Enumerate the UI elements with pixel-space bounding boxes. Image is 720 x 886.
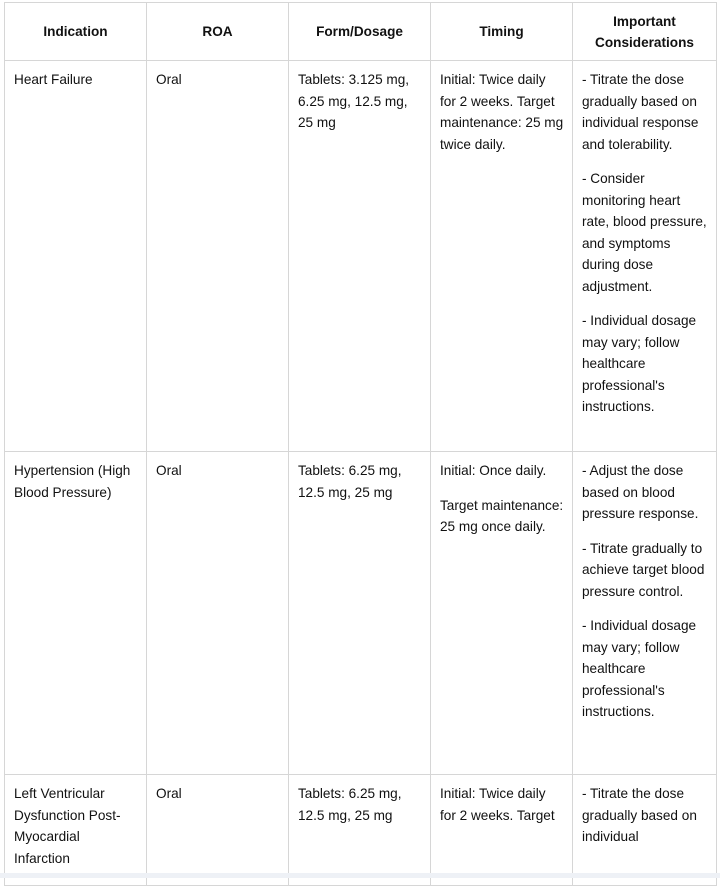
consideration-item: - Individual dosage may vary; follow healthcare professional's instructions. <box>582 313 697 414</box>
cell-timing <box>431 775 573 886</box>
timing-paragraph: Initial: Twice daily for 2 weeks. Target maintenance: 25 mg twice daily. <box>440 72 564 152</box>
table-row <box>5 775 717 886</box>
consideration-item: - Titrate gradually to achieve target blood pressure control. <box>582 540 705 599</box>
cell-roa: Oral <box>147 452 289 775</box>
cell-considerations <box>573 775 717 886</box>
cell-indication: Left Ventricular Dysfunction Post-Myocardial Infarction <box>5 775 147 886</box>
header-roa: ROA <box>147 3 289 61</box>
table-row <box>5 452 717 775</box>
header-timing: Timing <box>431 3 573 61</box>
consideration-item: - Titrate the dose gradually based on individual response and tolerability. <box>582 72 699 152</box>
cell-indication: Hypertension (High Blood Pressure) <box>5 452 147 775</box>
header-form-dosage: Form/Dosage <box>289 3 431 61</box>
timing-paragraph: Initial: Once daily. <box>440 463 547 478</box>
cell-form-dosage: Tablets: 6.25 mg, 12.5 mg, 25 mg <box>289 452 431 775</box>
cell-indication: Heart Failure <box>5 61 147 452</box>
cell-timing <box>431 61 573 452</box>
consideration-item: - Titrate the dose gradually based on individual <box>582 786 697 844</box>
cell-roa: Oral <box>147 775 289 886</box>
cell-form-dosage: Tablets: 6.25 mg, 12.5 mg, 25 mg <box>289 775 431 886</box>
consideration-item: - Individual dosage may vary; follow healthcare professional's instructions. <box>582 618 697 719</box>
cell-timing <box>431 452 573 775</box>
header-indication: Indication <box>5 3 147 61</box>
cell-considerations <box>573 452 717 775</box>
consideration-item: - Consider monitoring heart rate, blood pressure, and symptoms during dose adjustment. <box>582 171 707 294</box>
header-important-considerations: Important Considerations <box>573 3 717 61</box>
cell-considerations <box>573 61 717 452</box>
cell-roa: Oral <box>147 61 289 452</box>
timing-paragraph: Initial: Twice daily for 2 weeks. Target <box>440 786 555 823</box>
table-row <box>5 61 717 452</box>
bottom-edge-strip <box>0 873 720 878</box>
dosage-table <box>4 2 717 886</box>
table-header-row <box>5 3 717 61</box>
cell-form-dosage: Tablets: 3.125 mg, 6.25 mg, 12.5 mg, 25 mg <box>289 61 431 452</box>
consideration-item: - Adjust the dose based on blood pressure response. <box>582 463 699 521</box>
timing-paragraph: Target maintenance: 25 mg once daily. <box>440 497 564 534</box>
